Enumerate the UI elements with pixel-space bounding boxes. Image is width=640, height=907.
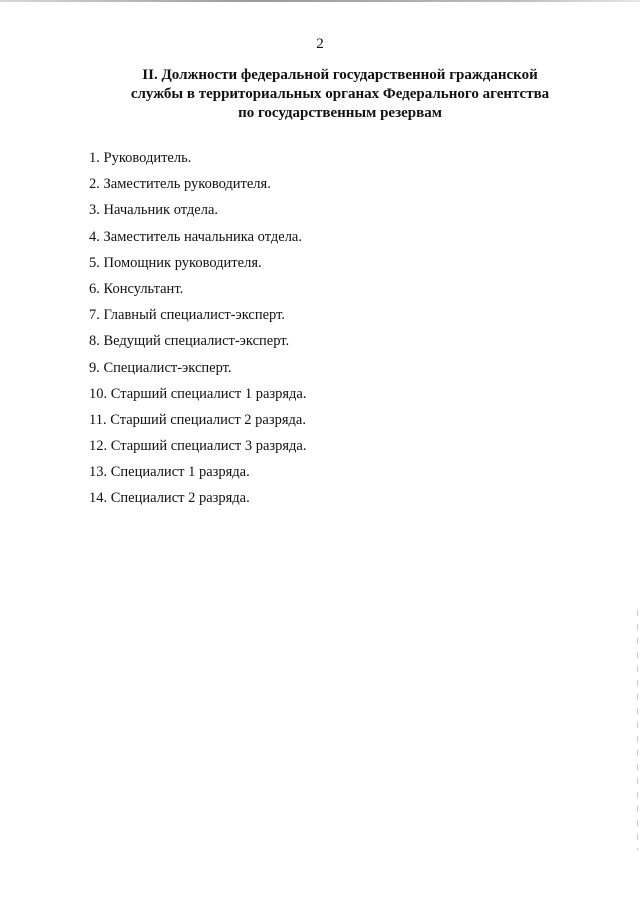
page-number: 2 xyxy=(316,36,324,52)
scan-edge-right xyxy=(637,610,638,850)
position-item: 4. Заместитель начальника отдела. xyxy=(89,228,302,245)
position-item: 13. Специалист 1 разряда. xyxy=(89,464,250,481)
position-item: 8. Ведущий специалист-эксперт. xyxy=(89,333,290,350)
position-item: 10. Старший специалист 1 разряда. xyxy=(89,385,307,402)
position-item: 2. Заместитель руководителя. xyxy=(89,176,271,193)
position-item: 1. Руководитель. xyxy=(89,150,192,166)
scan-edge-top xyxy=(0,0,640,2)
position-item: 7. Главный специалист-эксперт. xyxy=(89,307,285,324)
position-item: 9. Специалист-эксперт. xyxy=(89,359,232,376)
section-title-line-2: службы в территориальных органах Федерального агентства xyxy=(130,86,550,102)
position-item: 3. Начальник отдела. xyxy=(89,202,219,219)
positions-list xyxy=(89,148,307,515)
section-title-line-3: по государственным резервам xyxy=(238,105,442,121)
position-item: 5. Помощник руководителя. xyxy=(89,254,262,271)
position-item: 12. Старший специалист 3 разряда. xyxy=(89,438,307,455)
position-item: 6. Консультант. xyxy=(89,280,184,297)
section-title xyxy=(60,66,620,123)
position-item: 11. Старший специалист 2 разряда. xyxy=(89,411,306,428)
section-title-line-1: II. Должности федеральной государственной гражданской xyxy=(142,67,538,83)
position-item: 14. Специалист 2 разряда. xyxy=(89,490,250,507)
